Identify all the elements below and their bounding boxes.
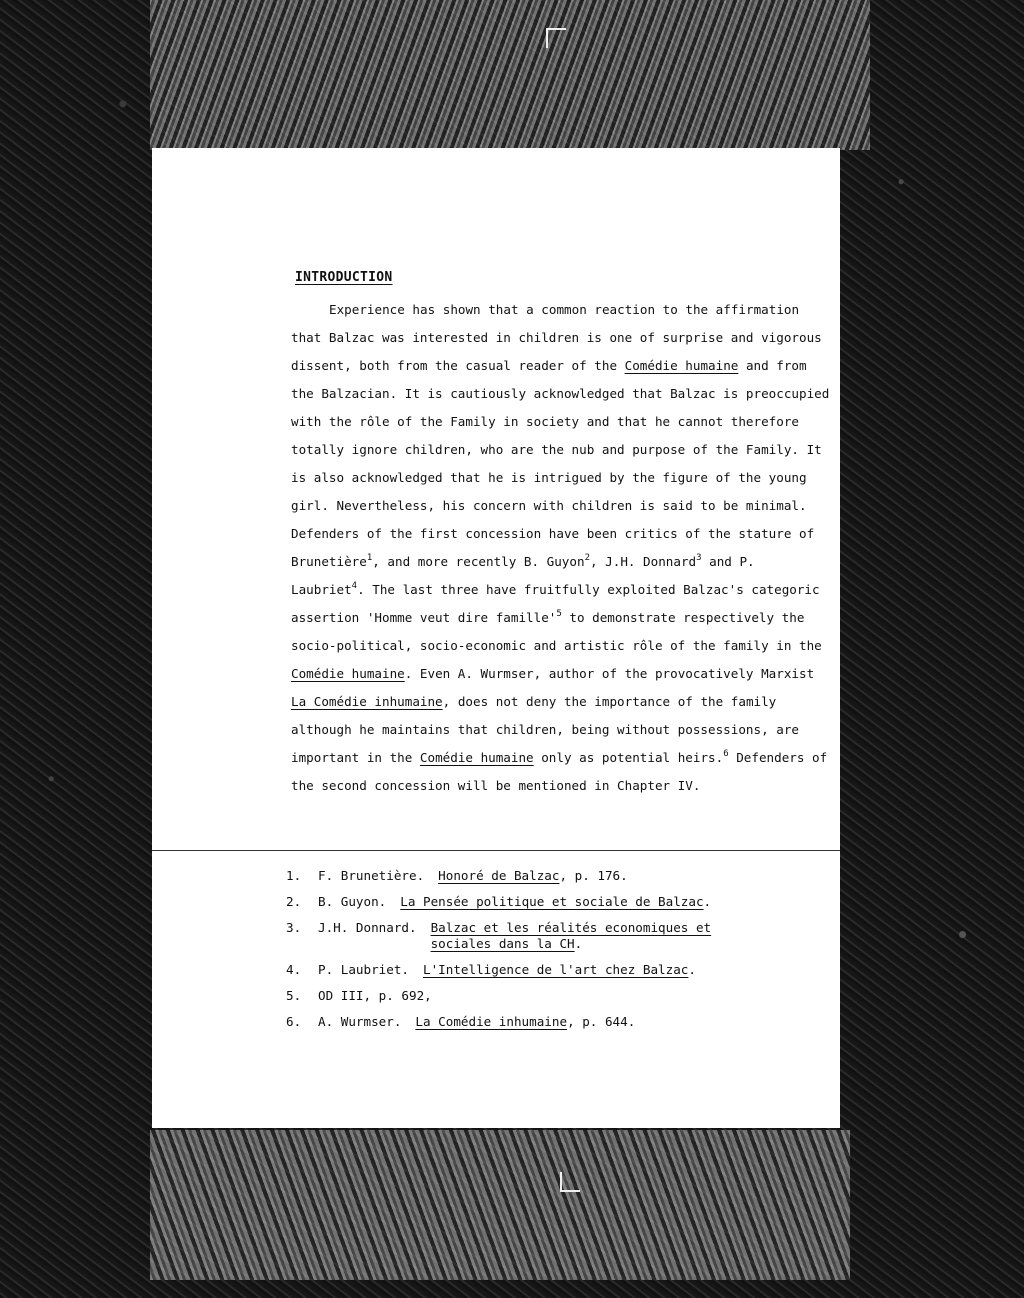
footnote-title: La Comédie inhumaine (415, 1014, 568, 1029)
paragraph-text: Defenders of the second concession will be mentioned in Chapter IV. (291, 750, 828, 793)
footnote-divider (152, 850, 840, 851)
footnote-number: 2. (286, 894, 302, 909)
footnote-item (286, 1014, 826, 1030)
footnote-item (286, 988, 826, 1004)
footnote-suffix: . (574, 936, 583, 951)
crop-mark-top (546, 28, 566, 48)
footnote-number: 1. (286, 868, 302, 883)
work-title: Comédie humaine (291, 666, 405, 681)
paragraph-text: , does not deny the importance of the family although he maintains that children, being without possessions, are important in the (291, 694, 799, 765)
work-title: Comédie humaine (419, 750, 534, 765)
work-title: La Comédie inhumaine (291, 694, 443, 709)
footnote-title: La Pensée politique et sociale de Balzac (400, 894, 704, 909)
footnote-item (286, 920, 826, 952)
work-title: Comédie humaine (624, 358, 739, 373)
paragraph-text: . Even A. Wurmser, author of the provocatively Marxist (404, 666, 815, 681)
crop-mark-bottom (560, 1172, 580, 1192)
footnote-reference: 5 (556, 609, 562, 619)
paragraph-text: , J.H. Donnard (589, 554, 697, 569)
paragraph-text: , and more recently B. Guyon (372, 554, 585, 569)
footnote-number: 5. (286, 988, 302, 1003)
footnote-suffix: . (688, 962, 696, 977)
paragraph-text: and P. Laubriet (291, 554, 755, 597)
paragraph-text: and from the Balzacian. It is cautiously acknowledged that Balzac is preoccupied with the rôle of the Family in society and that he cannot therefore totally ignore children, who are the nub and purpose of the Family. It is also acknowledged that he is intrigued by the figure of the young girl. Nevertheless, his concern with children is said to be minimal. Defenders of the first concession have been critics of the stature of Brunetière (291, 358, 830, 569)
footnote-author: J.H. Donnard. (318, 920, 417, 935)
footnote-author: OD III, p. 692, (318, 988, 432, 1003)
footnote-reference: 6 (723, 749, 729, 759)
footnote-number: 4. (286, 962, 302, 977)
paragraph-text: Experience has shown that a common reaction to the affirmation that Balzac was interested in children is one of surprise and vigorous dissent, both from the casual reader of the (291, 302, 822, 373)
footnote-author: A. Wurmser. (318, 1014, 402, 1029)
footnote-suffix: , p. 176. (559, 868, 628, 883)
footnote-author: P. Laubriet. (318, 962, 409, 977)
footnote-author: F. Brunetière. (318, 868, 425, 883)
footnote-title: L'Intelligence de l'art chez Balzac (423, 962, 689, 977)
footnote-item (286, 962, 826, 978)
footnote-item (286, 868, 826, 884)
footnote-title: Honoré de Balzac (438, 868, 560, 883)
paragraph-text: only as potential heirs. (533, 750, 724, 765)
scan-noise-top (150, 0, 870, 150)
section-heading: INTRODUCTION (295, 270, 393, 285)
footnote-reference: 1 (366, 553, 373, 563)
footnote-reference: 4 (351, 581, 358, 591)
scan-noise-bottom (150, 1130, 850, 1280)
introduction-paragraph (291, 296, 831, 800)
footnote-number: 3. (286, 920, 302, 935)
paragraph-text: to demonstrate respectively the socio-political, socio-economic and artistic rôle of the family in the (291, 610, 822, 653)
footnote-number: 6. (286, 1014, 302, 1029)
footnote-reference: 3 (696, 553, 702, 563)
footnote-suffix: , p. 644. (567, 1014, 636, 1029)
footnote-title: Balzac et les réalités economiques et sociales dans la CH (430, 920, 712, 951)
paragraph-text: . The last three have fruitfully exploited Balzac's categoric assertion 'Homme veut dire famille' (291, 582, 820, 625)
footnote-reference: 2 (584, 553, 590, 563)
footnote-item (286, 894, 826, 910)
document-page (152, 148, 840, 1128)
footnote-list (286, 868, 826, 1040)
footnote-suffix: . (703, 894, 712, 909)
footnote-author: B. Guyon. (318, 894, 387, 909)
